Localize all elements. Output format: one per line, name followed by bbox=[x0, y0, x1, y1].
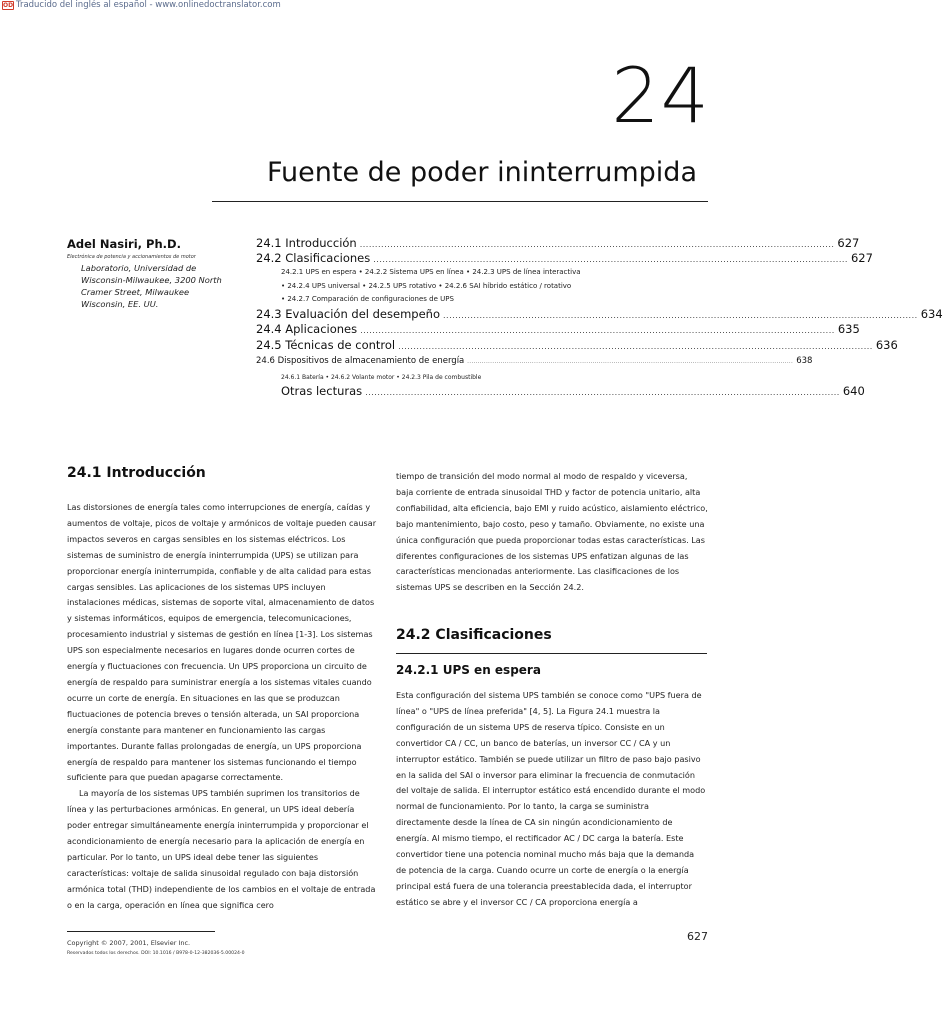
body-line: directamente desde la línea de CA sin ningún acondicionamiento de bbox=[396, 817, 673, 828]
toc-entry-page: 627 bbox=[837, 236, 860, 250]
toc-entry-label: 24.2 Clasificaciones bbox=[256, 251, 371, 265]
body-line: procesamiento industrial y sistemas de gestión en línea [1-3]. Los sistemas bbox=[67, 629, 373, 640]
translator-link-text: Traducido del inglés al español - www.onlinedoctranslator.com bbox=[16, 0, 281, 10]
toc-dot-leader: ............................................................................................................................................................ bbox=[365, 388, 840, 397]
body-line: suficiente para que puedan apagarse correctamente. bbox=[67, 772, 284, 783]
body-line: diferentes configuraciones de los sistemas UPS enfatizan algunas de las bbox=[396, 550, 689, 561]
body-line: acondicionamiento de energía necesario para la aplicación de energía en bbox=[67, 836, 365, 847]
section-heading-clasificaciones: 24.2 Clasificaciones bbox=[396, 627, 552, 643]
toc-entry[interactable] bbox=[256, 307, 943, 321]
body-line: convertidor tiene una potencia nominal mucho más baja que la demanda bbox=[396, 849, 695, 860]
chapter-number: 24 bbox=[611, 51, 710, 140]
toc-dot-leader: ............................................................................................................................................................ bbox=[360, 326, 835, 335]
affiliation-line: Wisconsin, EE. UU. bbox=[81, 299, 159, 309]
body-line: bajo mantenimiento, bajo costo, peso y tamaño. Obviamente, no existe una bbox=[396, 518, 705, 529]
toc-entry[interactable] bbox=[256, 322, 860, 336]
body-line: configuración de un sistema UPS de reserva típico. Consiste en un bbox=[396, 721, 665, 732]
toc-entry-label: 24.4 Aplicaciones bbox=[256, 322, 358, 336]
body-line: o en la carga, operación en línea que significa cero bbox=[67, 899, 274, 910]
body-line: poder entregar simultáneamente energía ininterrumpida y proporcionar el bbox=[67, 820, 369, 831]
body-line: La mayoría de los sistemas UPS también suprimen los transitorios de bbox=[79, 788, 360, 799]
toc-dot-leader: ............................................................................................................................................................ bbox=[467, 359, 794, 365]
body-line: energía de respaldo para suministrar energía a los sistemas vitales cuando bbox=[67, 676, 372, 687]
body-line: sistemas de suministro de energía ininterrumpida (UPS) se utilizan para bbox=[67, 549, 359, 560]
toc-entry-label: 24.5 Técnicas de control bbox=[256, 338, 396, 352]
body-line: energía de respaldo para mantener los sistemas funcionando el tiempo bbox=[67, 756, 357, 767]
toc-entry-page: 636 bbox=[875, 338, 898, 352]
body-line: UPS son especialmente necesarios en lugares donde ocurren cortes de bbox=[67, 645, 355, 656]
body-line: armónica total (THD) independiente de los cambios en el voltaje de entrada bbox=[67, 883, 376, 894]
toc-dot-leader: ............................................................................................................................................................ bbox=[442, 311, 918, 320]
toc-entry[interactable] bbox=[256, 236, 860, 250]
toc-entry-page: 635 bbox=[837, 322, 860, 336]
page-number: 627 bbox=[687, 930, 708, 943]
body-line: del voltaje de salida. El interruptor estático está encendido durante el modo bbox=[396, 785, 706, 796]
body-line: fluctuaciones de potencia breves o tensión alterada, un SAI proporciona bbox=[67, 708, 360, 719]
body-line: y sistemas informáticos, equipos de emergencia, telecomunicaciones, bbox=[67, 613, 352, 624]
translator-banner bbox=[0, 0, 768, 13]
toc-entry-label: 24.3 Evaluación del desempeño bbox=[256, 307, 440, 321]
toc-subentries: 24.6.1 Batería • 24.6.2 Volante motor • 24.2.3 Pila de combustible bbox=[281, 374, 482, 381]
body-line: sistemas UPS se describen en la Sección 24.2. bbox=[396, 582, 584, 593]
section-heading-introduccion: 24.1 Introducción bbox=[67, 465, 206, 481]
body-line: Esta configuración del sistema UPS también se conoce como "UPS fuera de bbox=[396, 690, 702, 700]
body-line: Las distorsiones de energía tales como interrupciones de energía, caídas y bbox=[67, 502, 371, 512]
toc-entry-page: 638 bbox=[796, 356, 813, 366]
toc-entry[interactable] bbox=[256, 251, 873, 265]
body-line: única configuración que pueda proporcionar todas estas características. Las bbox=[396, 534, 705, 545]
chapter-title: Fuente de poder ininterrumpida bbox=[267, 157, 697, 188]
toc-entry-label: 24.1 Introducción bbox=[256, 236, 357, 250]
toc-dot-leader: ............................................................................................................................................................ bbox=[359, 240, 835, 249]
body-line: características: voltaje de salida sinusoidal regulado con baja distorsión bbox=[67, 867, 359, 878]
translator-logo-icon: OD bbox=[3, 1, 14, 9]
body-line: confiabilidad, alta eficiencia, bajo EMI y ruido acústico, aislamiento eléctrico, bbox=[396, 502, 708, 513]
intro-body-text bbox=[67, 500, 381, 914]
body-line: tiempo de transición del modo normal al modo de respaldo y viceversa, bbox=[396, 471, 688, 481]
body-line: baja corriente de entrada sinusoidal THD y factor de potencia unitario, alta bbox=[396, 486, 701, 497]
body-line: particular. Por lo tanto, un UPS ideal debe tener las siguientes bbox=[67, 851, 319, 862]
translator-link[interactable] bbox=[2, 0, 281, 10]
body-line: en la salida del SAI o inversor para eliminar la frecuencia de conmutación bbox=[396, 769, 695, 780]
toc-subentries: • 24.2.7 Comparación de configuraciones de UPS bbox=[281, 295, 454, 303]
body-line: de potencia de la carga. Cuando ocurre un corte de energía o la energía bbox=[396, 864, 689, 875]
rights-notice: Reservados todos los derechos. DOI: 10.1016 / B978-0-12-382036-5.00024-0 bbox=[67, 951, 245, 956]
affiliation-line: Laboratorio, Universidad de bbox=[81, 263, 197, 273]
body-line: proporcionar energía ininterrumpida, confiable y de alta calidad para estas bbox=[67, 565, 372, 576]
body-line: características mencionadas anteriormente. Las clasificaciones de los bbox=[396, 566, 680, 577]
affiliation-line: Wisconsin-Milwaukee, 3200 North bbox=[81, 275, 222, 285]
standby-ups-body-text bbox=[396, 688, 710, 911]
body-line: aumentos de voltaje, picos de voltaje y armónicos de voltaje pueden causar bbox=[67, 517, 377, 528]
body-line: interruptor estático. También se puede utilizar un filtro de paso bajo pasivo bbox=[396, 753, 701, 764]
intro-continuation-text bbox=[396, 469, 710, 596]
body-line: línea" o "UPS de línea preferida" [4, 5]. La Figura 24.1 muestra la bbox=[396, 705, 660, 716]
toc-subentries: • 24.2.4 UPS universal • 24.2.5 UPS rotativo • 24.2.6 SAI híbrido estático / rotativo bbox=[281, 282, 572, 290]
toc-entry-page: 627 bbox=[850, 251, 873, 265]
body-line: energía. Al mismo tiempo, el rectificador AC / DC carga la batería. Este bbox=[396, 833, 684, 844]
toc-subentries: 24.2.1 UPS en espera • 24.2.2 Sistema UPS en línea • 24.2.3 UPS de línea interactiva bbox=[281, 268, 581, 276]
toc-entry[interactable] bbox=[281, 384, 865, 398]
body-line: principal está fuera de una tolerancia preestablecida dada, el interruptor bbox=[396, 880, 692, 891]
section-divider bbox=[396, 653, 707, 654]
author-affiliation bbox=[81, 262, 222, 310]
toc-entry-label: Otras lecturas bbox=[281, 384, 363, 398]
toc-dot-leader: ............................................................................................................................................................ bbox=[398, 342, 873, 351]
author-role: Electrónica de potencia y accionamientos de motor bbox=[67, 254, 196, 260]
footnote-divider bbox=[67, 931, 215, 932]
body-line: energía y fluctuaciones con frecuencia. Un UPS proporciona un circuito de bbox=[67, 661, 367, 672]
author-name: Adel Nasiri, Ph.D. bbox=[67, 237, 181, 251]
title-divider bbox=[212, 201, 708, 202]
body-line: cargas sensibles. Las aplicaciones de los sistemas UPS incluyen bbox=[67, 581, 326, 592]
body-line: importantes. Durante fallas prolongadas de energía, un UPS proporciona bbox=[67, 740, 362, 751]
copyright-notice: Copyright © 2007, 2001, Elsevier Inc. bbox=[67, 939, 191, 947]
body-line: línea y las perturbaciones armónicas. En general, un UPS ideal debería bbox=[67, 804, 355, 815]
body-line: impactos severos en cargas sensibles en los sistemas eléctricos. Los bbox=[67, 533, 346, 544]
toc-entry-page: 640 bbox=[842, 384, 865, 398]
affiliation-line: Cramer Street, Milwaukee bbox=[81, 287, 190, 297]
toc-entry-label: 24.6 Dispositivos de almacenamiento de energía bbox=[256, 356, 465, 366]
body-line: estático se abre y el inversor CC / CA proporciona energía a bbox=[396, 896, 638, 907]
toc-entry[interactable] bbox=[256, 338, 898, 352]
body-line: instalaciones médicas, sistemas de soporte vital, almacenamiento de datos bbox=[67, 597, 375, 608]
body-line: energía constante para mantener en funcionamiento las cargas bbox=[67, 724, 326, 735]
toc-entry[interactable] bbox=[256, 356, 813, 366]
toc-entry-page: 634 bbox=[920, 307, 943, 321]
body-line: convertidor CA / CC, un banco de baterías, un inversor CC / CA y un bbox=[396, 737, 671, 748]
subsection-heading-ups-en-espera: 24.2.1 UPS en espera bbox=[396, 663, 541, 677]
body-line: normal de funcionamiento. Por lo tanto, la carga se suministra bbox=[396, 801, 649, 812]
toc-dot-leader: ............................................................................................................................................................ bbox=[373, 255, 848, 264]
body-line: ocurre un corte de energía. En situaciones en las que se produzcan bbox=[67, 692, 340, 703]
